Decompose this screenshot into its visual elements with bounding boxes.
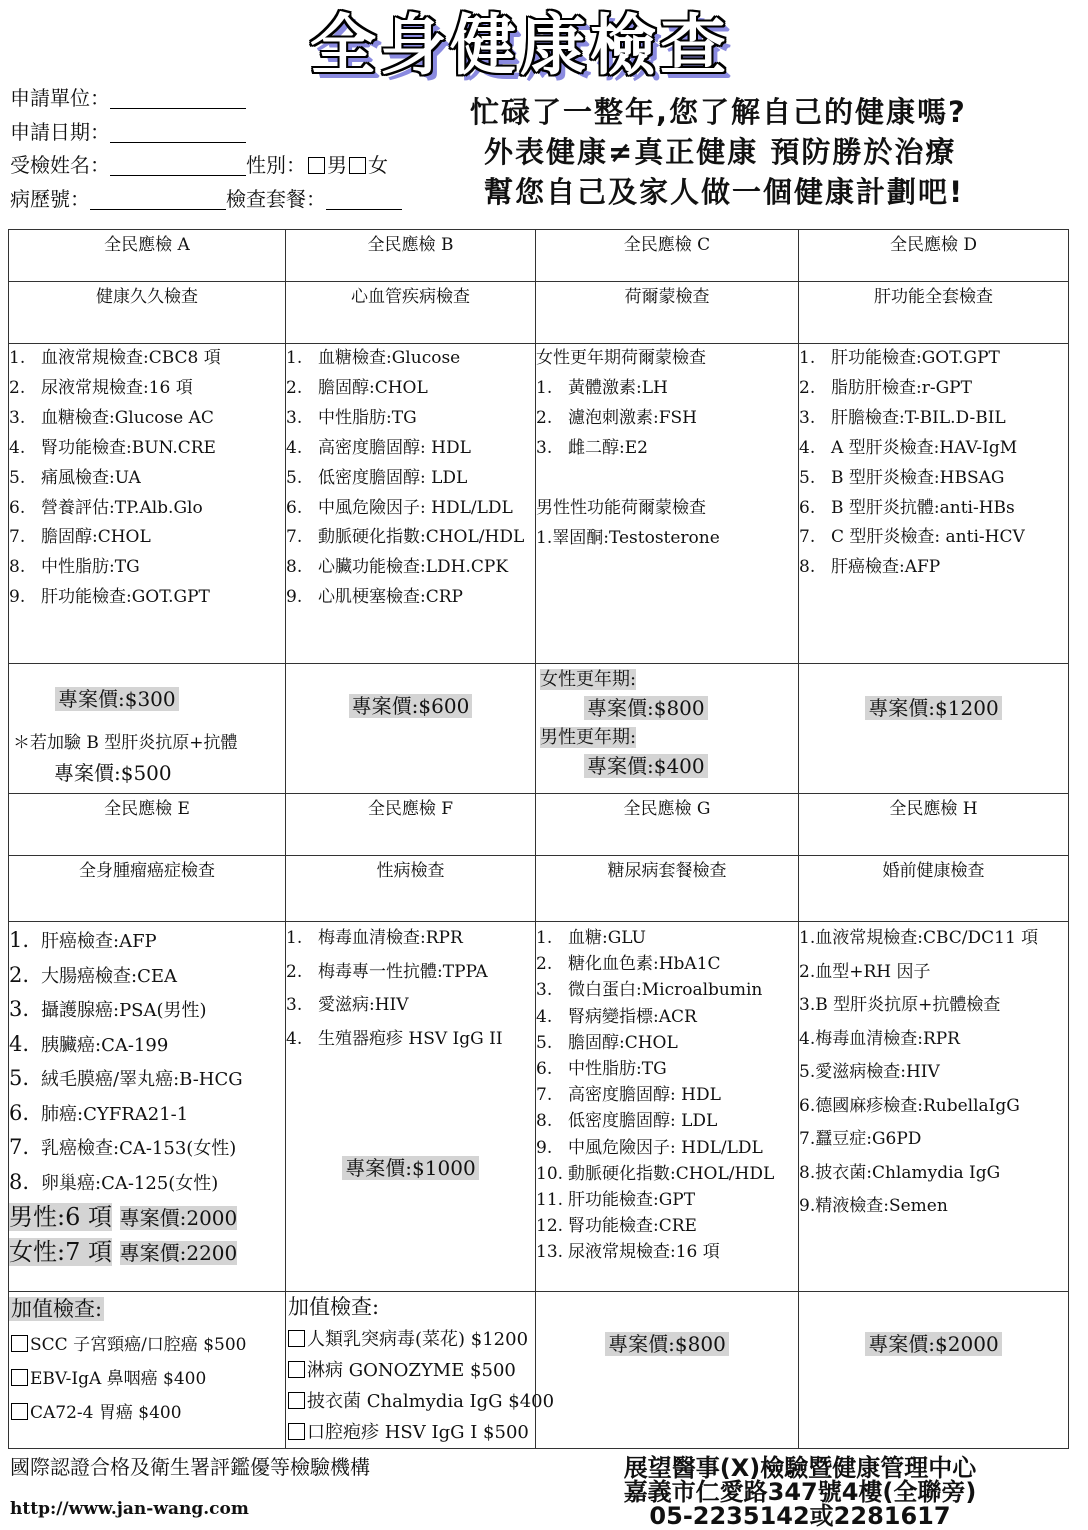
package-d-price: 專案價:$1200: [865, 696, 1001, 720]
package-e-subtitle: 全身腫瘤癌症檢查: [9, 856, 286, 922]
list-item: 3. 雌二醇:E2: [536, 437, 648, 458]
list-item: 1. 黃體激素:LH: [536, 377, 668, 398]
package-a-price: 專案價:$300: [55, 687, 179, 711]
list-item: 2. 濾泡刺激素:FSH: [536, 407, 697, 428]
addon-checkbox[interactable]: [288, 1330, 305, 1347]
package-g-price: 專案價:$800: [605, 1332, 729, 1356]
list-item: 5. B 型肝炎檢查:HBSAG: [799, 467, 1005, 488]
center-name: 展望醫事(X)檢驗暨健康管理中心: [623, 1454, 977, 1482]
unit-row: [10, 82, 402, 116]
package-g-items: [536, 922, 799, 1292]
package-c-subtitle: 荷爾蒙檢查: [536, 282, 799, 344]
list-item: 2. 膽固醇:CHOL: [286, 377, 428, 398]
list-item: 8. 中性脂肪:TG: [9, 557, 140, 578]
package-d-subtitle: 肝功能全套檢查: [799, 282, 1069, 344]
package-d-price-cell: [799, 664, 1069, 794]
list-item: 13. 尿液常規檢查:16 項: [536, 1242, 720, 1263]
package-a-note-price: 專案價:$500: [54, 761, 172, 785]
addon-label: 口腔疱疹 HSV IgG I $500: [307, 1422, 529, 1443]
male-label: 男: [327, 153, 347, 177]
package-a-items: [9, 344, 286, 664]
certification-text: 國際認證合格及衛生署評鑑優等檢驗機構: [10, 1455, 370, 1479]
slogan-line-3: 幫您自己及家人做一個健康計劃吧!: [484, 175, 965, 209]
package-a-subtitle: 健康久久檢查: [9, 282, 286, 344]
package-f-price: 專案價:$1000: [342, 1156, 478, 1180]
address: 嘉義市仁愛路347號4樓(全聯旁): [623, 1478, 977, 1506]
package-h-items: [799, 922, 1069, 1292]
list-item: 5.愛滋病檢查:HIV: [799, 1062, 940, 1082]
list-item: 5. 低密度膽固醇: LDL: [286, 467, 468, 488]
list-item: 1.血液常規檢查:CBC/DC11 項: [799, 928, 1039, 948]
list-item: 8. 卵巢癌:CA-125(女性): [9, 1169, 219, 1194]
package-g-price-cell: [536, 1292, 799, 1449]
package-g-subtitle: 糖尿病套餐檢查: [536, 856, 799, 922]
list-item: 5. 絨毛膜癌/睪丸癌:B-HCG: [9, 1066, 243, 1090]
addon-title: 加值檢查:: [288, 1295, 380, 1319]
list-item: 6. 肺癌:CYFRA21-1: [9, 1100, 189, 1125]
name-row: [10, 149, 402, 183]
list-item: 8. 心臟功能檢查:LDH.CPK: [286, 557, 509, 578]
package-d-name: 全民應檢 D: [799, 230, 1069, 282]
package-f-subtitle: 性病檢查: [286, 856, 536, 922]
date-field[interactable]: [110, 120, 246, 143]
addon-checkbox[interactable]: [288, 1423, 305, 1440]
list-item: 12. 腎功能檢查:CRE: [536, 1216, 697, 1237]
male-hormone-title: 男性性功能荷爾蒙檢查: [536, 497, 706, 518]
package-f-name: 全民應檢 F: [286, 794, 536, 856]
record-field[interactable]: [90, 187, 226, 210]
female-hormone-title: 女性更年期荷爾蒙檢查: [536, 348, 706, 368]
list-item: 6.德國麻疹檢查:RubellaIgG: [799, 1095, 1020, 1116]
list-item: 2. 梅毒專一性抗體:TPPA: [286, 961, 488, 982]
list-item: 1. 肝功能檢查:GOT.GPT: [799, 348, 1000, 368]
list-item: 9. 中風危險因子: HDL/LDL: [536, 1137, 763, 1158]
list-item: 7. 動脈硬化指數:CHOL/HDL: [286, 527, 525, 548]
package-field[interactable]: [326, 187, 402, 210]
list-item: 9. 心肌梗塞檢查:CRP: [286, 587, 463, 608]
package-g-name: 全民應檢 G: [536, 794, 799, 856]
addon-checkbox[interactable]: [11, 1335, 28, 1352]
package-e-name: 全民應檢 E: [9, 794, 286, 856]
list-item: 8. 肝癌檢查:AFP: [799, 557, 941, 578]
package-h-name: 全民應檢 H: [799, 794, 1069, 856]
list-item: 1. 梅毒血清檢查:RPR: [286, 928, 463, 948]
package-b-subtitle: 心血管疾病檢查: [286, 282, 536, 344]
female-price-row: 女性:7 項 專案價:2200: [9, 1238, 238, 1266]
record-row: [10, 183, 402, 217]
website-link[interactable]: http://www.jan-wang.com: [10, 1499, 249, 1519]
list-item: 5. 痛風檢查:UA: [9, 467, 141, 488]
male-price-row: 男性:6 項 專案價:2000: [9, 1203, 238, 1231]
list-item: 3.B 型肝炎抗原+抗體檢查: [799, 995, 1001, 1015]
list-item: 4. 腎病變指標:ACR: [536, 1006, 697, 1027]
list-item: 6. 中性脂肪:TG: [536, 1059, 667, 1080]
footer-right: [540, 1456, 1060, 1528]
list-item: 6. 中風危險因子: HDL/LDL: [286, 497, 513, 518]
addon-label: 淋病 GONOZYME $500: [307, 1360, 516, 1381]
addon-label: EBV-IgA 鼻咽癌 $400: [30, 1369, 207, 1389]
slogan: [470, 92, 1070, 212]
addon-checkbox[interactable]: [11, 1403, 28, 1420]
list-item: 8.披衣菌:Chlamydia IgG: [799, 1162, 1001, 1183]
female-price-label: 女性更年期:: [540, 669, 637, 690]
list-item: 2. 尿液常規檢查:16 項: [9, 377, 193, 398]
gender-label: 性別：: [246, 153, 306, 177]
package-e-items: [9, 922, 286, 1292]
list-item: 4. 生殖器疱疹 HSV IgG II: [286, 1028, 503, 1049]
male-hormone-item: 1.睪固酮:Testosterone: [536, 527, 720, 548]
package-a-name: 全民應檢 A: [9, 230, 286, 282]
list-item: 1. 血糖檢查:Glucose: [286, 348, 461, 368]
footer-left: [10, 1446, 370, 1530]
slogan-line-1: 忙碌了一整年,您了解自己的健康嗎?: [470, 95, 967, 129]
date-label: 申請日期：: [10, 119, 110, 144]
list-item: 7. 高密度膽固醇: HDL: [536, 1085, 721, 1106]
list-item: 4. 腎功能檢查:BUN.CRE: [9, 437, 216, 458]
package-c-price-cell: [536, 664, 799, 794]
package-h-subtitle: 婚前健康檢查: [799, 856, 1069, 922]
list-item: 4.梅毒血清檢查:RPR: [799, 1028, 960, 1049]
list-item: 4. 胰臟癌:CA-199: [9, 1031, 169, 1056]
list-item: 2. 大腸癌檢查:CEA: [9, 962, 177, 987]
package-b-price: 專案價:$600: [349, 694, 473, 718]
list-item: 3. 中性脂肪:TG: [286, 407, 417, 428]
unit-field[interactable]: [110, 86, 246, 109]
slogan-line-2: 外表健康≠真正健康 預防勝於治療: [484, 135, 957, 169]
unit-label: 申請單位：: [10, 86, 110, 110]
package-c-name: 全民應檢 C: [536, 230, 799, 282]
addon-label: SCC 子宮頸癌/口腔癌 $500: [30, 1335, 247, 1355]
addon-label: 披衣菌 Chalmydia IgG $400: [307, 1391, 555, 1412]
package-f-addons: [286, 1292, 555, 1449]
list-item: 3. 肝膽檢查:T-BIL.D-BIL: [799, 407, 1006, 428]
name-label: 受檢姓名：: [10, 153, 110, 177]
addon-label: 人類乳突病毒(菜花) $1200: [307, 1329, 529, 1350]
list-item: 1. 肝癌檢查:AFP: [9, 928, 157, 952]
package-label: 檢查套餐：: [226, 186, 326, 211]
application-form: [10, 82, 402, 216]
name-field[interactable]: [110, 153, 246, 176]
list-item: 2. 脂肪肝檢查:r-GPT: [799, 377, 972, 398]
list-item: 6. B 型肝炎抗體:anti-HBs: [799, 497, 1015, 518]
list-item: 3. 血糖檢查:Glucose AC: [9, 407, 214, 428]
list-item: 7. 膽固醇:CHOL: [9, 527, 151, 548]
list-item: 1. 血糖:GLU: [536, 928, 646, 948]
addon-title: 加值檢查:: [11, 1297, 103, 1321]
packages-table: [8, 229, 1069, 1449]
list-item: 11. 肝功能檢查:GPT: [536, 1190, 696, 1211]
package-h-price: 專案價:$2000: [865, 1332, 1001, 1356]
list-item: 6. 營養評估:TP.Alb.Glo: [9, 497, 203, 518]
list-item: 9. 肝功能檢查:GOT.GPT: [9, 587, 210, 608]
list-item: 2.血型+RH 因子: [799, 961, 931, 982]
male-price-label: 男性更年期:: [540, 727, 637, 748]
list-item: 9.精液檢查:Semen: [799, 1196, 948, 1216]
package-a-note: ＊若加驗 B 型肝炎抗原+抗體: [13, 733, 238, 753]
page-title: 全身健康檢查: [310, 7, 730, 84]
date-row: [10, 116, 402, 150]
list-item: 3. 攝護腺癌:PSA(男性): [9, 997, 207, 1021]
package-a-price-cell: [9, 664, 286, 794]
package-b-name: 全民應檢 B: [286, 230, 536, 282]
list-item: 4. 高密度膽固醇: HDL: [286, 437, 471, 458]
package-c-items: [536, 344, 799, 664]
male-price: 專案價:$400: [584, 754, 708, 778]
list-item: 3. 愛滋病:HIV: [286, 995, 409, 1015]
package-e-addons: [9, 1292, 286, 1449]
male-checkbox[interactable]: [308, 157, 325, 174]
addon-checkbox[interactable]: [11, 1369, 28, 1386]
package-f-items: [286, 922, 536, 1292]
list-item: 4. A 型肝炎檢查:HAV-IgM: [799, 437, 1018, 458]
package-d-items: [799, 344, 1069, 664]
addon-label: CA72-4 胃癌 $400: [30, 1403, 182, 1423]
package-b-price-cell: [286, 664, 536, 794]
list-item: 7. C 型肝炎檢查: anti-HCV: [799, 527, 1025, 548]
list-item: 3. 微白蛋白:Microalbumin: [536, 980, 763, 1001]
list-item: 7. 乳癌檢查:CA-153(女性): [9, 1135, 237, 1159]
package-h-price-cell: [799, 1292, 1069, 1449]
list-item: 5. 膽固醇:CHOL: [536, 1032, 678, 1053]
list-item: 8. 低密度膽固醇: LDL: [536, 1111, 718, 1132]
package-b-items: [286, 344, 536, 664]
addon-checkbox[interactable]: [288, 1361, 305, 1378]
female-checkbox[interactable]: [349, 157, 366, 174]
list-item: 2. 糖化血色素:HbA1C: [536, 954, 721, 975]
list-item: 1. 血液常規檢查:CBC8 項: [9, 348, 221, 368]
female-price: 專案價:$800: [584, 696, 708, 720]
female-label: 女: [368, 153, 388, 177]
addon-checkbox[interactable]: [288, 1392, 305, 1409]
phone: 05-2235142或2281617: [649, 1502, 951, 1530]
list-item: 7.蠶豆症:G6PD: [799, 1129, 922, 1149]
record-label: 病歷號：: [10, 186, 90, 211]
list-item: 10. 動脈硬化指數:CHOL/HDL: [536, 1163, 775, 1184]
